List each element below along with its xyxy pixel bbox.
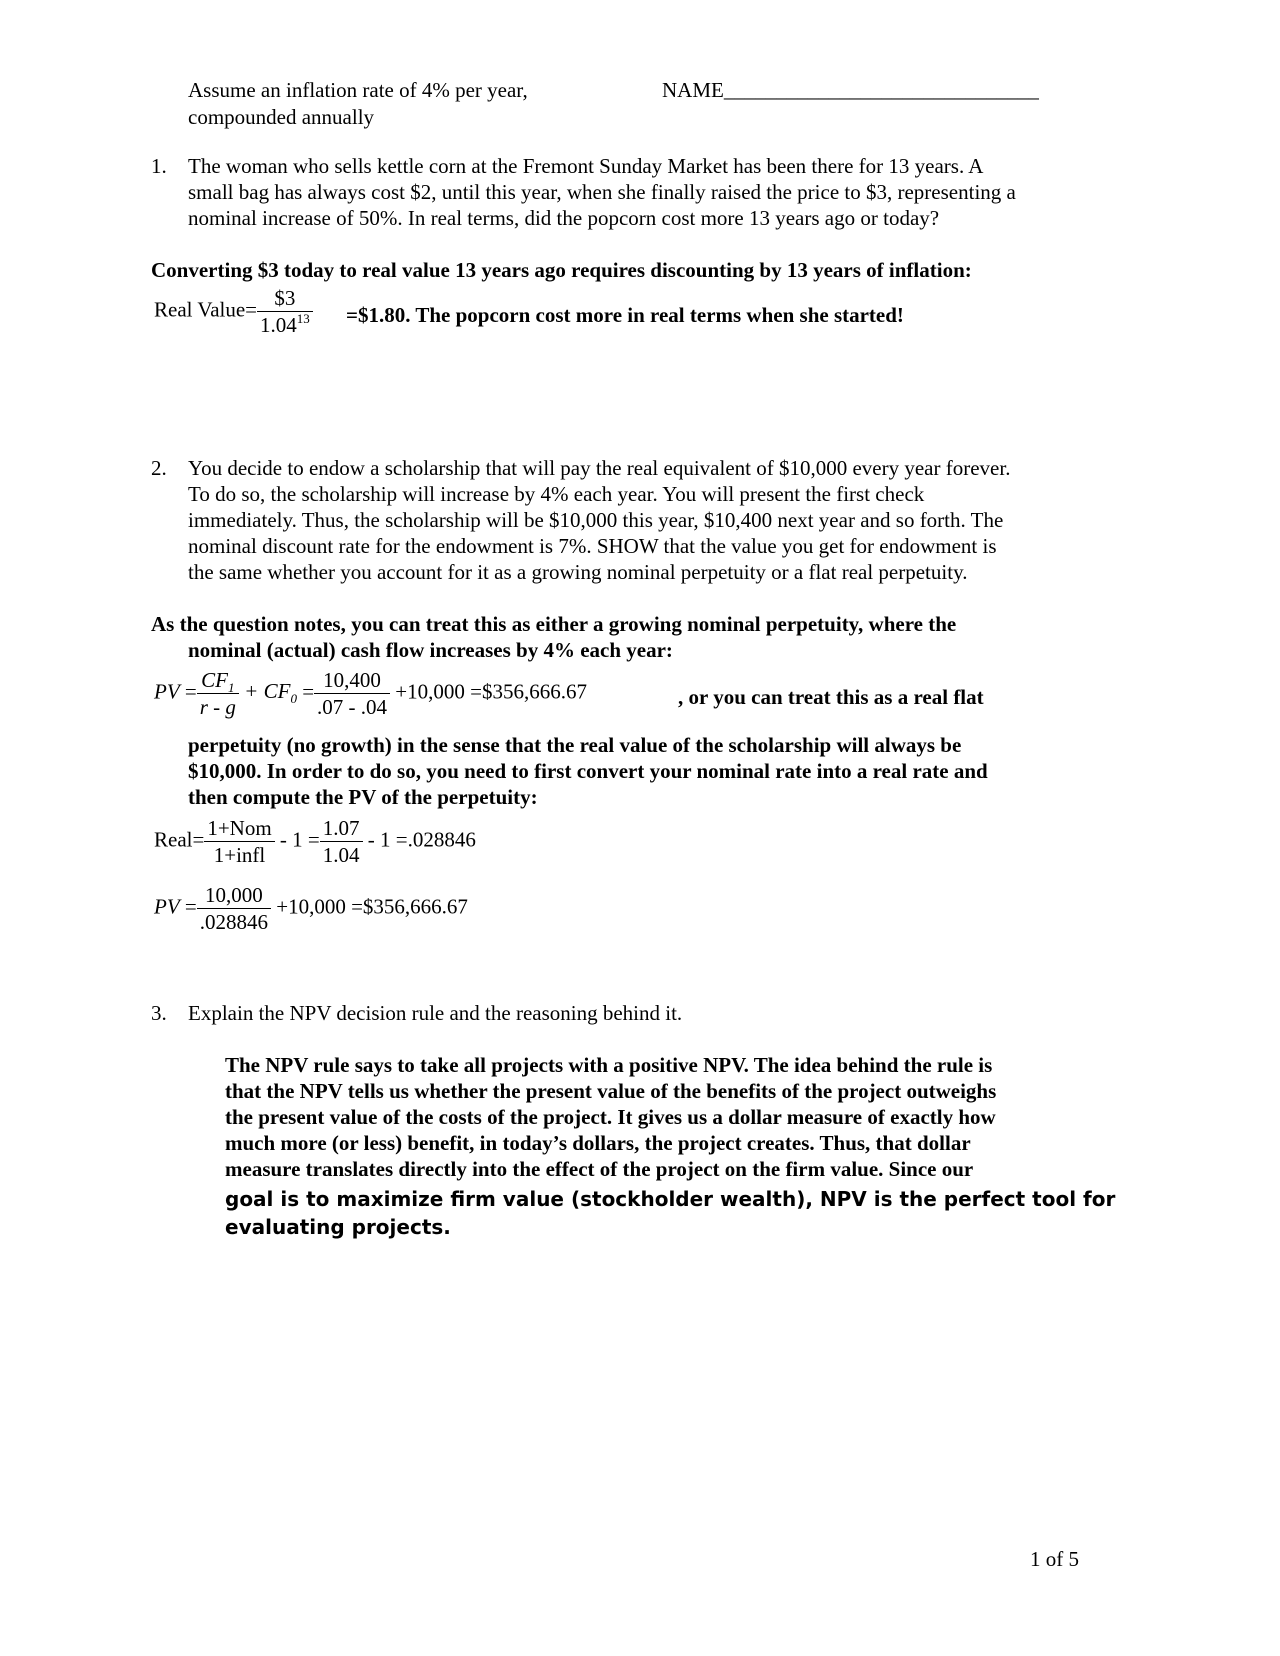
q1-answer-result: =$1.80. The popcorn cost more in real terms when she started! [346,303,904,327]
q2-line: immediately. Thus, the scholarship will be $10,000 this year, $10,400 next year and so forth. The [188,508,1004,532]
plus-cf-symbol: + CF [244,679,291,704]
q2-answer-line1: As the question notes, you can treat this as either a growing nominal perpetuity, where the [151,612,957,636]
q2-answer-line2: nominal (actual) cash flow increases by 4% each year: [188,638,673,662]
denominator: .07 - .04 [317,695,388,719]
q2-line: You decide to endow a scholarship that will pay the real equivalent of $10,000 every year forever. [188,456,1011,480]
q3-question: Explain the NPV decision rule and the reasoning behind it. [188,1001,683,1025]
q1-line: nominal increase of 50%. In real terms, did the popcorn cost more 13 years ago or today? [188,206,940,230]
q2-answer-mid: perpetuity (no growth) in the sense that the real value of the scholarship will always be [188,733,962,757]
exponent: 13 [296,311,310,326]
q2-line: nominal discount rate for the endowment is 7%. SHOW that the value you get for endowment is [188,534,997,558]
q2-line: the same whether you account for it as a growing nominal perpetuity or a flat real perpetuity. [188,560,968,584]
fraction [197,882,271,935]
equals: = [184,894,197,919]
q1-line: small bag has always cost $2, until this year, when she finally raised the price to $3, representing a [188,180,1016,204]
q1-number: 1. [151,154,167,178]
equals: = [302,679,315,704]
name-field: NAME______________________________ [662,78,1039,102]
page-number: 1 of 5 [1030,1547,1079,1571]
numerator [197,667,239,694]
minus-one: - 1 = [279,827,320,852]
fraction [314,667,390,720]
formula-label: Real Value= [154,297,258,322]
inflation-assumption-line2: compounded annually [188,105,375,129]
q1-real-value-formula [154,285,313,338]
q3-answer-line: evaluating projects. [225,1215,451,1239]
q2-answer-mid: then compute the PV of the perpetuity: [188,785,538,809]
cf-symbol: CF [201,668,228,692]
q3-answer-line: The NPV rule says to take all projects with a positive NPV. The idea behind the rule is [225,1053,993,1077]
subscript: 0 [290,691,297,707]
q2-line: To do so, the scholarship will increase by 4% each year. You will present the first check [188,482,925,506]
q2-number: 2. [151,456,167,480]
plus-cf0 [244,679,297,707]
q3-answer-line: that the NPV tells us whether the present value of the benefits of the project outweighs [225,1079,997,1103]
numerator: 1+Nom [204,815,274,842]
formula-label: Real= [154,827,205,852]
q3-answer-line: the present value of the costs of the project. It gives us a dollar measure of exactly how [225,1105,996,1129]
formula-result: +10,000 =$356,666.67 [276,894,468,919]
numerator: 10,000 [197,882,271,909]
pv-symbol: PV [154,679,180,704]
fraction [204,815,274,868]
q2-growing-perpetuity-formula [154,667,587,720]
formula-result: +10,000 =$356,666.67 [395,679,587,704]
q3-answer-line: measure translates directly into the effect of the project on the firm value. Since our [225,1157,974,1181]
q2-real-perpetuity-formula [154,882,468,935]
fraction [197,667,239,720]
pv-symbol: PV [154,894,180,919]
numerator: 1.07 [320,815,363,842]
numerator: $3 [257,285,313,312]
denominator: 1.04 [322,843,360,867]
subscript: 1 [228,680,235,695]
q2-real-rate-formula [154,815,476,868]
q2-answer-mid: $10,000. In order to do so, you need to first convert your nominal rate into a real rate and [188,759,988,783]
q3-answer-line: goal is to maximize firm value (stockholder wealth), NPV is the perfect tool for [225,1187,1116,1211]
fraction [257,285,313,338]
denominator: r - g [199,695,236,719]
denominator [257,312,313,338]
denominator: .028846 [199,910,268,934]
denominator: 1+infl [213,843,266,867]
q1-line: The woman who sells kettle corn at the Fremont Sunday Market has been there for 13 years. A [188,154,984,178]
q3-answer-line: much more (or less) benefit, in today’s dollars, the project creates. Thus, that dollar [225,1131,971,1155]
inflation-assumption-line1: Assume an inflation rate of 4% per year, [188,78,528,102]
equals: = [184,679,197,704]
q1-answer-intro: Converting $3 today to real value 13 years ago requires discounting by 13 years of inflation: [151,258,972,282]
q2-formula1-tail: , or you can treat this as a real flat [678,685,984,709]
fraction [320,815,363,868]
q3-number: 3. [151,1001,167,1025]
formula-result: - 1 =.028846 [367,827,476,852]
numerator: 10,400 [314,667,390,694]
denominator-base: 1.04 [260,313,297,337]
